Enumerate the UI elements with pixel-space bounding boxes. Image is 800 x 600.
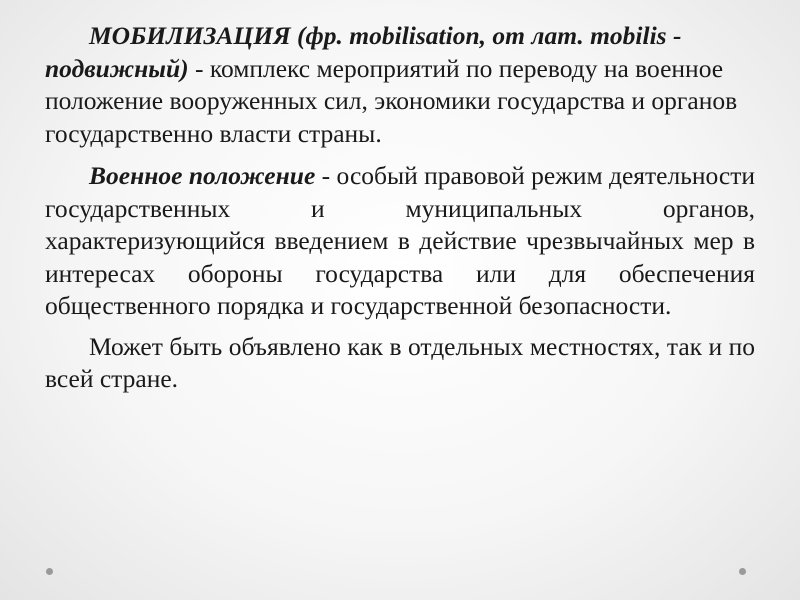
term-martial-law: Военное положение bbox=[89, 161, 316, 190]
definition-mobilization: - комплекс мероприятий по переводу на военное положение вооруженных сил, экономики государства и органов государственно власти страны. bbox=[45, 53, 738, 148]
definition-martial-law: - особый правовой режим деятельности государственных и муниципальных органов, характеризующийся введением в действие чрезвычайных мер в интересах обороны государства или для обеспечения общественного порядка и государственной безопасности. bbox=[45, 161, 755, 320]
paragraph-declaration bbox=[45, 331, 755, 396]
decorative-dot-right bbox=[739, 568, 746, 575]
paragraph-martial-law bbox=[45, 160, 755, 323]
slide-content bbox=[45, 20, 755, 396]
paragraph-mobilization bbox=[45, 20, 755, 150]
decorative-dot-left bbox=[46, 568, 53, 575]
term-mobilization: МОБИЛИЗАЦИЯ (фр. mobilisation, от лат. mobilis - подвижный) bbox=[45, 21, 682, 83]
declaration-text: Может быть объявлено как в отдельных местностях, так и по всей стране. bbox=[45, 331, 755, 393]
